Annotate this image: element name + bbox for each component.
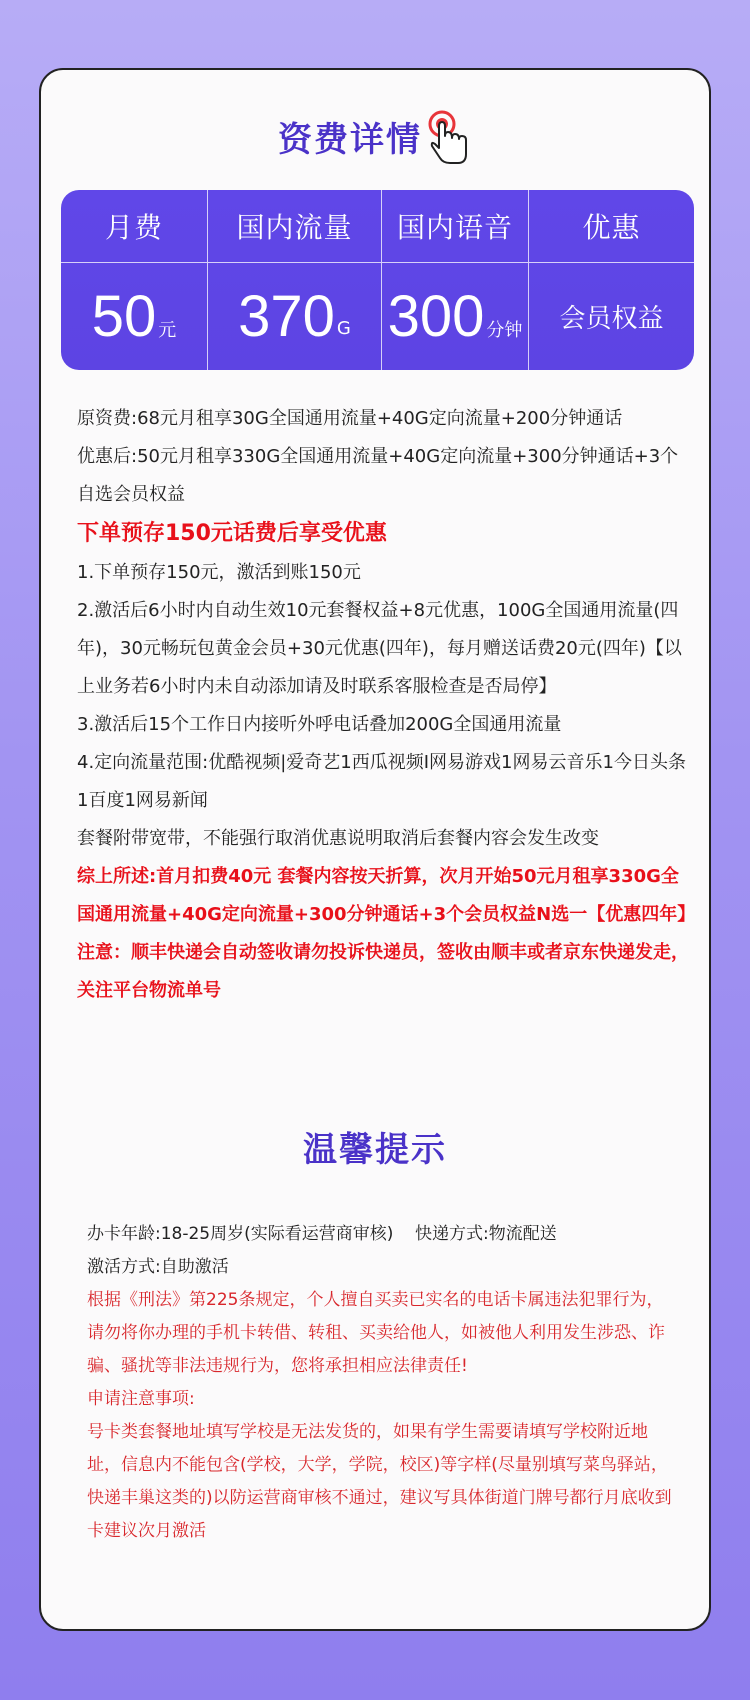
- domestic-data-amount: 370: [238, 283, 335, 349]
- tips-section: [87, 1218, 679, 1548]
- header-domestic-voice: 国内语音: [382, 190, 529, 263]
- title-row: [41, 106, 709, 166]
- detail-item-1: 1.下单预存150元，激活到账150元: [77, 562, 361, 583]
- detail-item-5: 套餐附带宽带，不能强行取消优惠说明取消后套餐内容会发生改变: [77, 828, 599, 849]
- detail-item-2: 2.激活后6小时内自动生效10元套餐权益+8元优惠，100G全国通用流量(四年)，30元畅玩包黄金会员+30元优惠(四年)，每月赠送话费20元(四年)【以上业务若6小时内未自动添加请及时联系客服检查是否局停】: [77, 600, 682, 697]
- domestic-voice-amount: 300: [387, 283, 485, 349]
- domestic-data-unit: G: [336, 318, 351, 339]
- plan-card: [39, 68, 711, 1631]
- tips-title: 温馨提示: [303, 1130, 447, 1170]
- monthly-fee-amount: 50: [91, 283, 157, 349]
- monthly-fee-value: [61, 263, 208, 370]
- notes-text: 号卡类套餐地址填写学校是无法发货的，如果有学生需要请填写学校附近地址，信息内不能包含(学校，大学，学院，校区)等字样(尽量别填写菜鸟驿站，快递丰巢这类的)以防运营商审核不通过，建议写具体街道门牌号都行月底收到卡建议次月激活: [87, 1422, 672, 1541]
- header-perks: 优惠: [529, 190, 694, 263]
- notes-title: 申请注意事项:: [87, 1389, 195, 1409]
- discounted-price-text: 优惠后:50元月租享330G全国通用流量+40G定向流量+300分钟通话+3个自选会员权益: [77, 446, 679, 505]
- perks-text: 会员权益: [559, 304, 664, 334]
- age-delivery-text: 办卡年龄:18-25周岁(实际看运营商审核) 快递方式:物流配送: [87, 1224, 557, 1244]
- prepay-headline: 下单预存150元话费后享受优惠: [77, 521, 387, 546]
- fee-table: [61, 190, 694, 370]
- original-price-text: 原资费:68元月租享30G全国通用流量+40G定向流量+200分钟通话: [77, 408, 623, 429]
- header-monthly-fee: 月费: [61, 190, 208, 263]
- detail-item-4: 4.定向流量范围:优酷视频|爱奇艺1西瓜视频I网易游戏1网易云音乐1今日头条1百度1网易新闻: [77, 752, 686, 811]
- detail-item-3: 3.激活后15个工作日内接听外呼电话叠加200G全国通用流量: [77, 714, 562, 735]
- header-domestic-data: 国内流量: [208, 190, 382, 263]
- pointing-hand-icon: [428, 110, 472, 168]
- domestic-data-value: [208, 263, 382, 370]
- summary-text: 综上所述:首月扣费40元 套餐内容按天折算，次月开始50元月租享330G全国通用流量+40G定向流量+300分钟通话+3个会员权益N选一【优惠四年】: [77, 866, 696, 925]
- law-warning-text: 根据《刑法》第225条规定，个人擅自买卖已实名的电话卡属违法犯罪行为，请勿将你办理的手机卡转借、转租、买卖给他人，如被他人利用发生涉恐、诈骗、骚扰等非法违规行为，您将承担相应法律责任!: [87, 1290, 665, 1376]
- delivery-notice: 注意：顺丰快递会自动签收请勿投诉快递员，签收由顺丰或者京东快递发走，关注平台物流单号: [77, 942, 689, 1001]
- perks-value: [529, 263, 694, 370]
- domestic-voice-value: [382, 263, 529, 370]
- plan-details: [77, 400, 696, 1010]
- domestic-voice-unit: 分钟: [486, 319, 523, 341]
- page-title: 资费详情: [278, 119, 422, 160]
- activation-text: 激活方式:自助激活: [87, 1257, 229, 1277]
- monthly-fee-unit: 元: [158, 319, 177, 341]
